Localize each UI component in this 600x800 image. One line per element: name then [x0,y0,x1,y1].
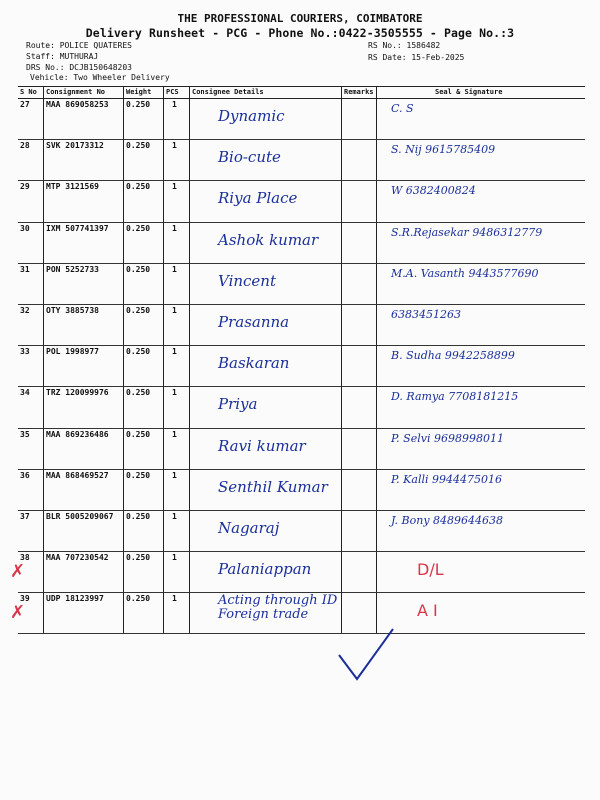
col-signature: Seal & Signature [435,88,503,96]
consignee-handwriting: Riya Place [218,189,298,208]
row-signature [377,511,585,551]
row-consignment: OTY 3885738 [44,305,124,345]
table-row [18,429,585,470]
row-sno: 29 [18,181,44,221]
row-consignment: UDP 18123997 [44,593,124,633]
rs-date: RS Date: 15-Feb-2025 [368,53,465,62]
row-weight: 0.250 [124,552,164,592]
row-consignment: MTP 3121569 [44,181,124,221]
row-sno: 27 [18,99,44,139]
row-remarks [342,346,377,386]
row-weight: 0.250 [124,223,164,263]
table-row [18,264,585,305]
col-remarks: Remarks [342,87,377,98]
row-consignee [190,593,342,633]
row-signature [377,387,585,427]
row-remarks [342,264,377,304]
row-signature [377,99,585,139]
row-sno: 37 [18,511,44,551]
row-weight: 0.250 [124,305,164,345]
row-weight: 0.250 [124,429,164,469]
row-consignment: MAA 707230542 [44,552,124,592]
consignee-handwriting: Ravi kumar [218,436,306,455]
row-sno: 36 [18,470,44,510]
cross-mark-icon: ✗ [10,602,26,624]
row-consignee [190,264,342,304]
table-row [18,181,585,222]
row-remarks [342,552,377,592]
row-weight: 0.250 [124,181,164,221]
row-sno: 32 [18,305,44,345]
row-pcs: 1 [164,305,190,345]
vehicle: Vehicle: Two Wheeler Delivery [30,73,170,82]
consignee-handwriting: Palaniappan [218,560,312,579]
consignee-handwriting: Acting through ID Foreign trade [218,593,338,623]
row-pcs: 1 [164,593,190,633]
signature-handwriting: J. Bony 8489644638 [391,513,504,527]
row-weight: 0.250 [124,99,164,139]
row-consignee [190,181,342,221]
row-sno: 38 [18,552,44,592]
route: Route: POLICE QUATERES [26,41,132,50]
runsheet-subtitle: Delivery Runsheet - PCG - Phone No.:0422-3505555 - Page No.:3 [85,26,515,40]
row-consignment: BLR 5005209067 [44,511,124,551]
company-title: THE PROFESSIONAL COURIERS, COIMBATORE [177,12,423,25]
consignee-handwriting: Nagaraj [218,518,280,537]
row-consignment: MAA 869236486 [44,429,124,469]
row-sno: 28 [18,140,44,180]
row-pcs: 1 [164,429,190,469]
row-signature [377,264,585,304]
signature-handwriting: A I [417,601,438,621]
cross-mark-icon: ✗ [10,561,26,583]
row-consignment: SVK 20173312 [44,140,124,180]
signature-handwriting: W 6382400824 [391,184,476,198]
row-signature [377,593,585,633]
consignee-handwriting: Bio-cute [218,148,281,167]
row-weight: 0.250 [124,264,164,304]
row-consignee [190,305,342,345]
row-signature [377,140,585,180]
row-pcs: 1 [164,511,190,551]
signature-handwriting: C. S [391,102,414,115]
table-row [18,387,585,428]
row-sno: 31 [18,264,44,304]
row-remarks [342,470,377,510]
row-consignment: IXM 507741397 [44,223,124,263]
row-remarks [342,511,377,551]
runsheet-table [18,86,585,634]
signature-handwriting: P. Kalli 9944475016 [391,472,502,486]
table-row [18,470,585,511]
col-pcs: PCS [164,87,190,98]
row-sno: 39 [18,593,44,633]
row-signature [377,181,585,221]
table-body [18,99,585,634]
consignee-handwriting: Dynamic [218,107,285,125]
row-pcs: 1 [164,387,190,427]
row-remarks [342,387,377,427]
row-signature [377,429,585,469]
row-consignment: MAA 868469527 [44,470,124,510]
row-remarks [342,429,377,469]
col-consignee: Consignee Details [190,87,342,98]
table-row [18,511,585,552]
signature-handwriting: D. Ramya 7708181215 [391,390,519,404]
row-pcs: 1 [164,181,190,221]
col-consignment: Consignment No [44,87,124,98]
row-pcs: 1 [164,470,190,510]
row-weight: 0.250 [124,511,164,551]
consignee-handwriting: Ashok kumar [218,230,319,249]
row-signature [377,552,585,592]
row-weight: 0.250 [124,470,164,510]
row-consignee [190,346,342,386]
table-row [18,305,585,346]
signature-handwriting: 6383451263 [391,307,461,321]
row-remarks [342,181,377,221]
consignee-handwriting: Baskaran [218,354,290,373]
row-consignee [190,99,342,139]
table-header [18,87,585,99]
row-pcs: 1 [164,99,190,139]
row-sno: 30 [18,223,44,263]
row-consignment: POL 1998977 [44,346,124,386]
row-consignee [190,470,342,510]
row-weight: 0.250 [124,593,164,633]
row-consignee [190,223,342,263]
row-pcs: 1 [164,264,190,304]
row-pcs: 1 [164,552,190,592]
table-row [18,552,585,593]
row-pcs: 1 [164,346,190,386]
col-sno: S No [18,87,44,98]
row-pcs: 1 [164,223,190,263]
table-row [18,346,585,387]
col-weight: Weight [124,87,164,98]
signature-handwriting: S.R.Rejasekar 9486312779 [391,225,543,239]
table-row [18,223,585,264]
row-signature [377,223,585,263]
row-consignment: PON 5252733 [44,264,124,304]
row-remarks [342,140,377,180]
row-remarks [342,99,377,139]
signature-handwriting: P. Selvi 9698998011 [391,431,504,445]
signature-handwriting: S. Nij 9615785409 [391,143,496,157]
check-mark-icon [335,625,395,685]
drs-number: DRS No.: DCJB150648203 [26,63,132,72]
row-sno: 33 [18,346,44,386]
consignee-handwriting: Senthil Kumar [218,477,328,496]
row-consignee [190,552,342,592]
row-weight: 0.250 [124,346,164,386]
consignee-handwriting: Priya [218,395,258,414]
signature-handwriting: B. Sudha 9942258899 [391,349,515,363]
row-consignee [190,387,342,427]
row-sno: 35 [18,429,44,469]
row-pcs: 1 [164,140,190,180]
row-consignment: TRZ 120099976 [44,387,124,427]
row-weight: 0.250 [124,387,164,427]
row-consignee [190,511,342,551]
row-sno: 34 [18,387,44,427]
row-consignee [190,140,342,180]
staff: Staff: MUTHURAJ [26,52,99,61]
row-signature [377,470,585,510]
consignee-handwriting: Vincent [218,271,276,290]
signature-handwriting: M.A. Vasanth 9443577690 [391,266,539,280]
table-row [18,140,585,181]
row-remarks [342,223,377,263]
rs-number: RS No.: 1586482 [368,41,441,50]
row-consignment: MAA 869058253 [44,99,124,139]
row-weight: 0.250 [124,140,164,180]
table-row [18,99,585,140]
table-row [18,593,585,634]
row-remarks [342,305,377,345]
signature-handwriting: D/L [417,560,444,580]
consignee-handwriting: Prasanna [218,312,290,331]
row-consignee [190,429,342,469]
row-signature [377,305,585,345]
row-signature [377,346,585,386]
